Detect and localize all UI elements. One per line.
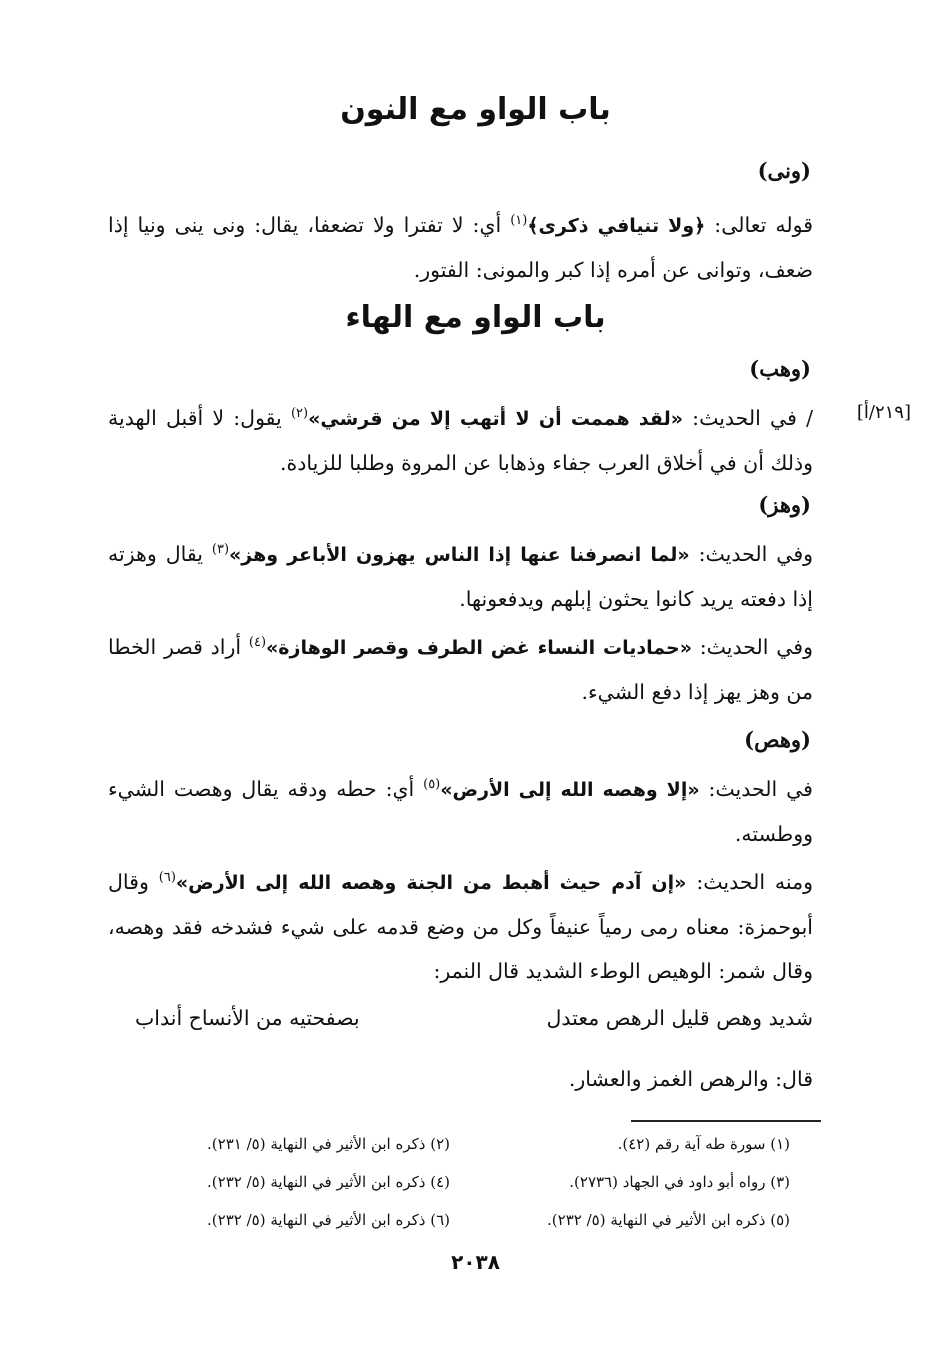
paragraph-text: يقول: لا أقبل الهدية وذلك أن في أخلاق العرب جفاء وذهابا عن المروة وطلبا للزيادة. [108, 406, 813, 475]
paragraph-whs-2 [108, 860, 813, 993]
section-heading-waw-nun: باب الواو مع النون [340, 92, 611, 127]
footnote-row [130, 1168, 790, 1206]
entry-whb: (وهب) [749, 356, 811, 381]
page-number: ٢٠٣٨ [451, 1250, 500, 1274]
paragraph-text: أي: حطه ودقه يقال وهصت الشيء ووطسته. [108, 777, 813, 846]
footnote-marker: (٤) [248, 635, 267, 651]
footnote-6: (٦) ذكره ابن الأثير في النهاية (٥/ ٢٣٢). [207, 1211, 450, 1229]
hadith-quote: «لقد هممت أن لا أتهب إلا من قرشي» [308, 408, 683, 430]
footnote-marker: (٦) [158, 870, 176, 886]
footnote-5: (٥) ذكره ابن الأثير في النهاية (٥/ ٢٣٢). [547, 1211, 790, 1229]
paragraph-intro: وفي الحديث: [691, 635, 814, 659]
paragraph-whz-1 [108, 532, 813, 621]
paragraph-whb [108, 396, 813, 485]
footnote-divider [631, 1120, 821, 1122]
section-heading-waw-ha: باب الواو مع الهاء [345, 300, 606, 335]
footnote-2: (٢) ذكره ابن الأثير في النهاية (٥/ ٢٣١). [207, 1135, 450, 1153]
paragraph-whs-1 [108, 767, 813, 856]
footnote-row [130, 1206, 790, 1244]
hadith-quote: «إلا وهصه الله إلى الأرض» [440, 779, 700, 801]
hadith-quote: «لما انصرفنا عنها إذا الناس يهزون الأباعر وهز» [229, 544, 690, 566]
poem-first-hemistich: شديد وهص قليل الرهص معتدل [546, 1006, 813, 1030]
footnote-marker: (٣) [211, 542, 230, 558]
paragraph-text: أراد قصر الخطا من وهز يهز إذا دفع الشيء. [108, 635, 813, 704]
footnotes [130, 1130, 790, 1244]
paragraph-text: وقال أبوحمزة: معناه رمى رمياً عنيفاً وكل من وضع قدمه على شيء فشدخه فقد وهصه، وقال شمر: الوهيص الوطء الشديد قال النمر: [108, 870, 813, 983]
paragraph-intro: ومنه الحديث: [686, 870, 813, 894]
entry-wny: (ونى) [757, 158, 811, 183]
paragraph-text: يقال وهزته إذا دفعته يريد كانوا يحثون إبلهم ويدفعونها. [108, 542, 813, 611]
paragraph-text: أي: لا تفترا ولا تضعفا، يقال: ونى ينى ونيا إذا ضعف، وتوانى عن أمره إذا كبر والمونى: الفتور. [108, 213, 813, 282]
footnote-marker: (١) [510, 213, 528, 229]
footnote-4: (٤) ذكره ابن الأثير في النهاية (٥/ ٢٣٢). [207, 1173, 450, 1191]
margin-folio-reference: [٢١٩/أ] [856, 402, 911, 423]
footnote-1: (١) سورة طه آية رقم (٤٢). [617, 1135, 790, 1153]
poem-verse [135, 1006, 813, 1042]
footnote-3: (٣) رواه أبو داود في الجهاد (٢٧٣٦). [569, 1173, 790, 1191]
footnote-row [130, 1130, 790, 1168]
paragraph-intro: وفي الحديث: [689, 542, 814, 566]
paragraph-closing: قال: والرهص الغمز والعشار. [568, 1067, 813, 1091]
poem-second-hemistich: بصفحتيه من الأنساح أنداب [135, 1006, 360, 1030]
quran-quote: ﴿ولا تنيافي ذكرى﴾ [527, 215, 706, 237]
paragraph-whz-2 [108, 625, 813, 714]
paragraph-intro: قوله تعالى: [705, 213, 813, 237]
footnote-marker: (٢) [290, 406, 309, 422]
paragraph-intro: في الحديث: [699, 777, 813, 801]
entry-whz: (وهز) [758, 492, 811, 517]
entry-whs: (وهص) [744, 727, 811, 752]
hadith-quote: «إن آدم حيث أهبط من الجنة وهصه الله إلى الأرض» [175, 872, 687, 894]
hadith-quote: «حماديات النساء غض الطرف وقصر الوهازة» [266, 637, 692, 659]
paragraph-wny [108, 203, 813, 292]
paragraph-intro: / في الحديث: [682, 406, 813, 430]
footnote-marker: (٥) [423, 777, 441, 793]
